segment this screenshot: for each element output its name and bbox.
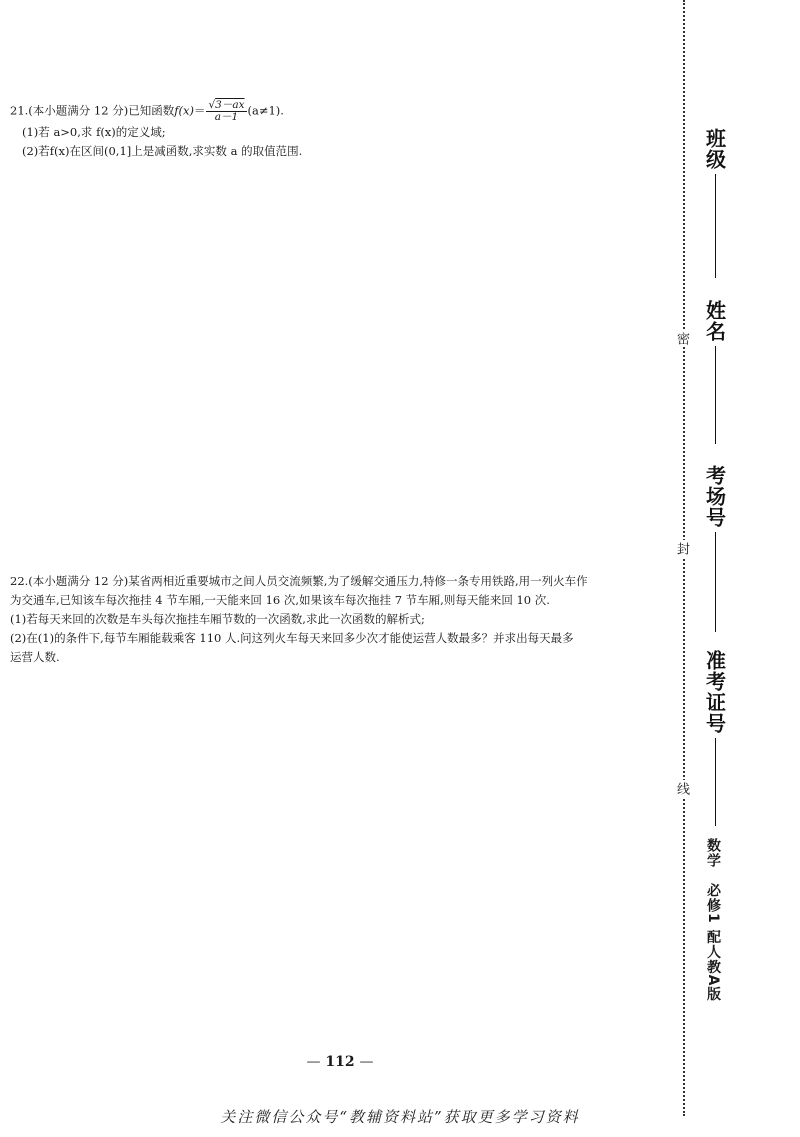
seal-mark-mi: 密 xyxy=(674,332,689,345)
page-number-dash-left: — xyxy=(306,1054,321,1070)
seal-mark-xian: 线 xyxy=(674,782,689,795)
class-blank-line[interactable] xyxy=(715,174,716,278)
question-21 xyxy=(10,100,660,161)
question-21-stem xyxy=(10,100,660,123)
question-22-part-1: (1)若每天来回的次数是车头每次拖挂车厢节数的一次函数,求此一次函数的解析式; xyxy=(10,612,425,626)
class-label: 班级 xyxy=(702,128,727,170)
question-21-part-2: (2)若f(x)在区间(0,1]上是减函数,求实数 a 的取值范围. xyxy=(22,144,303,158)
equals-sign: ＝ xyxy=(193,103,206,118)
fraction-denominator: a－1 xyxy=(214,111,239,123)
function-fraction xyxy=(206,100,246,123)
exam-room-field[interactable] xyxy=(690,465,740,632)
exam-room-label: 考场号 xyxy=(702,465,727,528)
function-name: f(x) xyxy=(174,103,194,118)
radicand: 3－ax xyxy=(215,99,245,111)
footer-watermark: 关注微信公众号“教辅资料站”获取更多学习资料 xyxy=(220,1108,580,1126)
subject-label: 数学 必修1 配人教A版 xyxy=(705,838,721,1002)
name-label: 姓名 xyxy=(702,300,727,342)
question-22-stem-line-2: 为交通车,已知该车每次拖挂 4 节车厢,一天能来回 16 次,如果该车每次拖挂 7 节车厢,则每天能来回 10 次. xyxy=(10,593,550,607)
page-number-dash-right: — xyxy=(359,1054,374,1070)
ticket-number-label: 准考证号 xyxy=(702,650,727,734)
question-22-stem-line-1: 22.(本小题满分 12 分)某省两相近重要城市之间人员交流频繁,为了缓解交通压力,特修一条专用铁路,用一列火车作 xyxy=(10,574,588,588)
page-number: 112 xyxy=(325,1054,355,1070)
ticket-number-blank-line[interactable] xyxy=(715,738,716,826)
binding-dotted-line xyxy=(683,0,685,1116)
page-number-row xyxy=(0,1054,680,1070)
name-field[interactable] xyxy=(690,300,740,444)
exam-room-blank-line[interactable] xyxy=(715,532,716,632)
question-21-part-1: (1)若 a>0,求 f(x)的定义域; xyxy=(22,125,166,139)
class-field[interactable] xyxy=(690,128,740,278)
name-blank-line[interactable] xyxy=(715,346,716,444)
question-21-lead: 21.(本小题满分 12 分)已知函数 xyxy=(10,103,175,118)
question-22-part-2: (2)在(1)的条件下,每节车厢能载乘客 110 人.问这列火车每天来回多少次才能使运营人数最多？并求出每天最多 xyxy=(10,631,574,645)
question-22-part-2-cont: 运营人数. xyxy=(10,650,60,664)
seal-mark-feng: 封 xyxy=(674,542,689,555)
question-22 xyxy=(10,572,660,667)
ticket-number-field[interactable] xyxy=(690,650,740,826)
domain-condition: (a≠1). xyxy=(247,103,284,118)
